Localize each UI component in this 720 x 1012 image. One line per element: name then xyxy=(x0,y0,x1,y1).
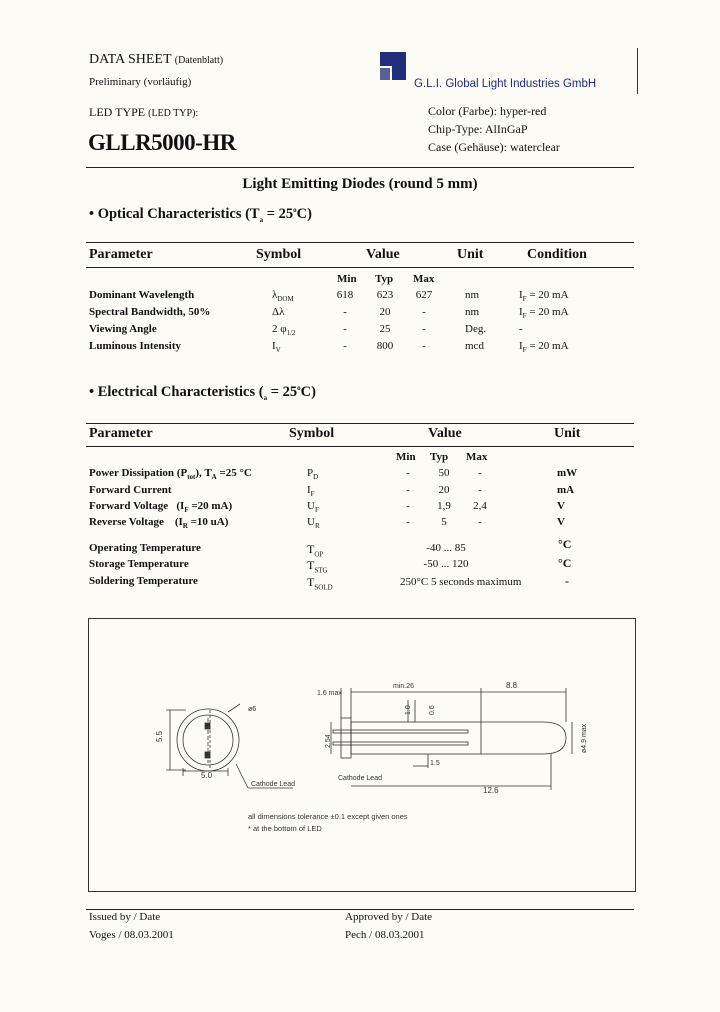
electrical-heading: • Electrical Characteristics $(_a = 25^oC)$ xyxy=(89,384,316,402)
row-condition: $I_F = 20$ mA xyxy=(519,340,569,355)
optical-header-rule xyxy=(86,267,634,268)
opt-sub-max: Max xyxy=(413,273,435,285)
row-unit: °C xyxy=(558,556,572,570)
dim-min26: min.26 xyxy=(393,683,415,690)
row-typ: 25 xyxy=(379,323,391,335)
row-symbol: $I_F$ xyxy=(307,484,315,499)
row-max: - xyxy=(422,340,426,352)
row-condition: - xyxy=(519,323,523,335)
row-typ: 20 xyxy=(438,484,450,496)
issued-value: Voges / 08.03.2001 xyxy=(89,929,174,941)
row-symbol: $T_{SOLD}$ xyxy=(307,575,333,592)
row-min: - xyxy=(406,500,410,512)
row-parameter: Forward Voltage ($I_F =20$ mA) xyxy=(89,500,233,515)
drawing-note-2: * at the bottom of LED xyxy=(248,824,322,833)
row-max: 2,4 xyxy=(473,500,487,512)
row-typ: 623 xyxy=(376,289,394,301)
opt-col-condition: Condition xyxy=(527,247,587,262)
el-col-parameter: Parameter xyxy=(89,426,153,441)
dim-12-6: 12.6 xyxy=(483,786,499,795)
row-min: - xyxy=(406,467,410,479)
row-unit: nm xyxy=(465,289,480,301)
cathode-lead-left: Cathode Lead xyxy=(251,781,295,788)
row-symbol: $U_F$ xyxy=(307,500,319,515)
row-unit: mW xyxy=(557,467,578,479)
el-sub-min: Min xyxy=(396,451,416,463)
el-sub-max: Max xyxy=(466,451,488,463)
row-unit: mA xyxy=(557,484,575,496)
row-value: -40 ... 85 xyxy=(426,542,466,554)
row-condition: $I_F = 20$ mA xyxy=(519,306,569,321)
row-max: - xyxy=(478,467,482,479)
row-symbol: $\lambda_{DOM}$ xyxy=(272,289,294,304)
row-parameter: Soldering Temperature xyxy=(89,575,198,587)
row-symbol: $T_{STG}$ xyxy=(307,558,328,575)
row-min: - xyxy=(406,484,410,496)
doc-status: Preliminary (vorläufig) xyxy=(89,76,192,88)
row-unit: Deg. xyxy=(465,323,487,335)
row-min: - xyxy=(406,516,410,528)
el-col-unit: Unit xyxy=(554,426,581,441)
approved-value: Pech / 08.03.2001 xyxy=(345,929,425,941)
approved-label: Approved by / Date xyxy=(345,911,433,923)
row-parameter: Operating Temperature xyxy=(89,542,201,554)
electrical-header-rule xyxy=(86,446,634,447)
cathode-lead-right: Cathode Lead xyxy=(338,775,382,782)
row-parameter: Storage Temperature xyxy=(89,558,189,570)
row-condition: $I_F = 20$ mA xyxy=(519,289,569,304)
row-parameter: Reverse Voltage ($I_R =10$ uA) xyxy=(89,516,229,531)
row-parameter: Power Dissipation $(P_{tot})$, $T_A =25$ °C xyxy=(89,467,252,482)
opt-col-symbol: Symbol xyxy=(256,247,302,262)
row-symbol: $I_V$ xyxy=(272,340,281,355)
row-value: -50 ... 120 xyxy=(423,558,469,570)
logo-divider xyxy=(637,48,638,94)
dim-5-0: 5.0 xyxy=(201,771,213,780)
row-typ: 20 xyxy=(379,306,391,318)
row-symbol: $U_R$ xyxy=(307,516,320,531)
row-min: 618 xyxy=(336,289,354,301)
row-max: - xyxy=(422,323,426,335)
electrical-top-rule xyxy=(86,423,634,424)
dim-1-5: 1.5 xyxy=(430,760,440,767)
drawing-note-1: all dimensions tolerance ±0.1 except given ones xyxy=(248,812,408,821)
row-typ: 5 xyxy=(441,516,447,528)
dim-1-0: 1.0 xyxy=(405,705,412,715)
row-max: - xyxy=(422,306,426,318)
doc-title-de: (Datenblatt) xyxy=(174,55,224,66)
row-parameter: Forward Current xyxy=(89,484,172,496)
el-sub-typ: Typ xyxy=(430,451,449,463)
opt-col-value: Value xyxy=(366,247,400,262)
row-symbol: $T_{OP}$ xyxy=(307,542,324,559)
company-name: G.L.I. Global Light Industries GmbH xyxy=(414,78,597,90)
row-max: - xyxy=(478,484,482,496)
dim-phi6: ø6 xyxy=(248,706,257,713)
footer-rule xyxy=(86,909,634,910)
row-max: - xyxy=(478,516,482,528)
row-min: - xyxy=(343,306,347,318)
opt-sub-min: Min xyxy=(337,273,357,285)
dim-8-8: 8.8 xyxy=(506,681,518,690)
dimension-drawing-svg xyxy=(88,618,636,892)
dim-0-6: 0.6 xyxy=(429,705,436,715)
led-type-label: LED TYPE (LED TYP): xyxy=(89,105,199,119)
front-view xyxy=(166,704,293,788)
row-max: 627 xyxy=(415,289,433,301)
color-spec: Color (Farbe): hyper-red xyxy=(428,104,547,118)
optical-top-rule xyxy=(86,242,634,243)
row-min: - xyxy=(343,340,347,352)
row-unit: nm xyxy=(465,306,480,318)
row-unit: mcd xyxy=(465,340,484,352)
row-symbol: 2 $\varphi_{1/2}$ xyxy=(272,323,296,338)
row-typ: 1,9 xyxy=(437,500,451,512)
row-unit: V xyxy=(557,500,565,512)
optical-heading: • Optical Characteristics $(T_a = 25^oC)$ xyxy=(89,206,312,224)
gli-logo-icon xyxy=(378,50,408,82)
el-col-value: Value xyxy=(428,426,462,441)
row-unit: V xyxy=(557,516,565,528)
main-title: Light Emitting Diodes (round 5 mm) xyxy=(242,176,478,192)
dim-2-54: 2.54 xyxy=(325,734,332,748)
row-symbol: Δλ xyxy=(272,306,285,318)
row-parameter: Viewing Angle xyxy=(89,323,157,335)
dim-5-5: 5.5 xyxy=(155,730,164,742)
dim-phi4-9: ø4.9 max xyxy=(581,723,588,753)
case-spec: Case (Gehäuse): waterclear xyxy=(428,140,560,154)
doc-title: DATA SHEET (Datenblatt) xyxy=(89,52,224,67)
row-unit: - xyxy=(565,574,569,588)
issued-label: Issued by / Date xyxy=(89,911,161,923)
opt-col-unit: Unit xyxy=(457,247,484,262)
row-parameter: Dominant Wavelength xyxy=(89,289,195,301)
row-symbol: $P_D$ xyxy=(307,467,319,482)
header-rule xyxy=(86,167,634,168)
row-parameter: Spectral Bandwidth, 50% xyxy=(89,306,211,318)
row-typ: 50 xyxy=(438,467,450,479)
dim-1-6: 1.6 max xyxy=(317,690,342,697)
chip-spec: Chip-Type: AlInGaP xyxy=(428,122,528,136)
part-number: GLLR5000-HR xyxy=(88,130,236,155)
el-col-symbol: Symbol xyxy=(289,426,335,441)
row-parameter: Luminous Intensity xyxy=(89,340,182,352)
opt-col-parameter: Parameter xyxy=(89,247,153,262)
row-typ: 800 xyxy=(376,340,394,352)
row-min: - xyxy=(343,323,347,335)
row-unit: °C xyxy=(558,537,572,551)
opt-sub-typ: Typ xyxy=(375,273,394,285)
row-value: 250°C 5 seconds maximum xyxy=(400,576,522,588)
